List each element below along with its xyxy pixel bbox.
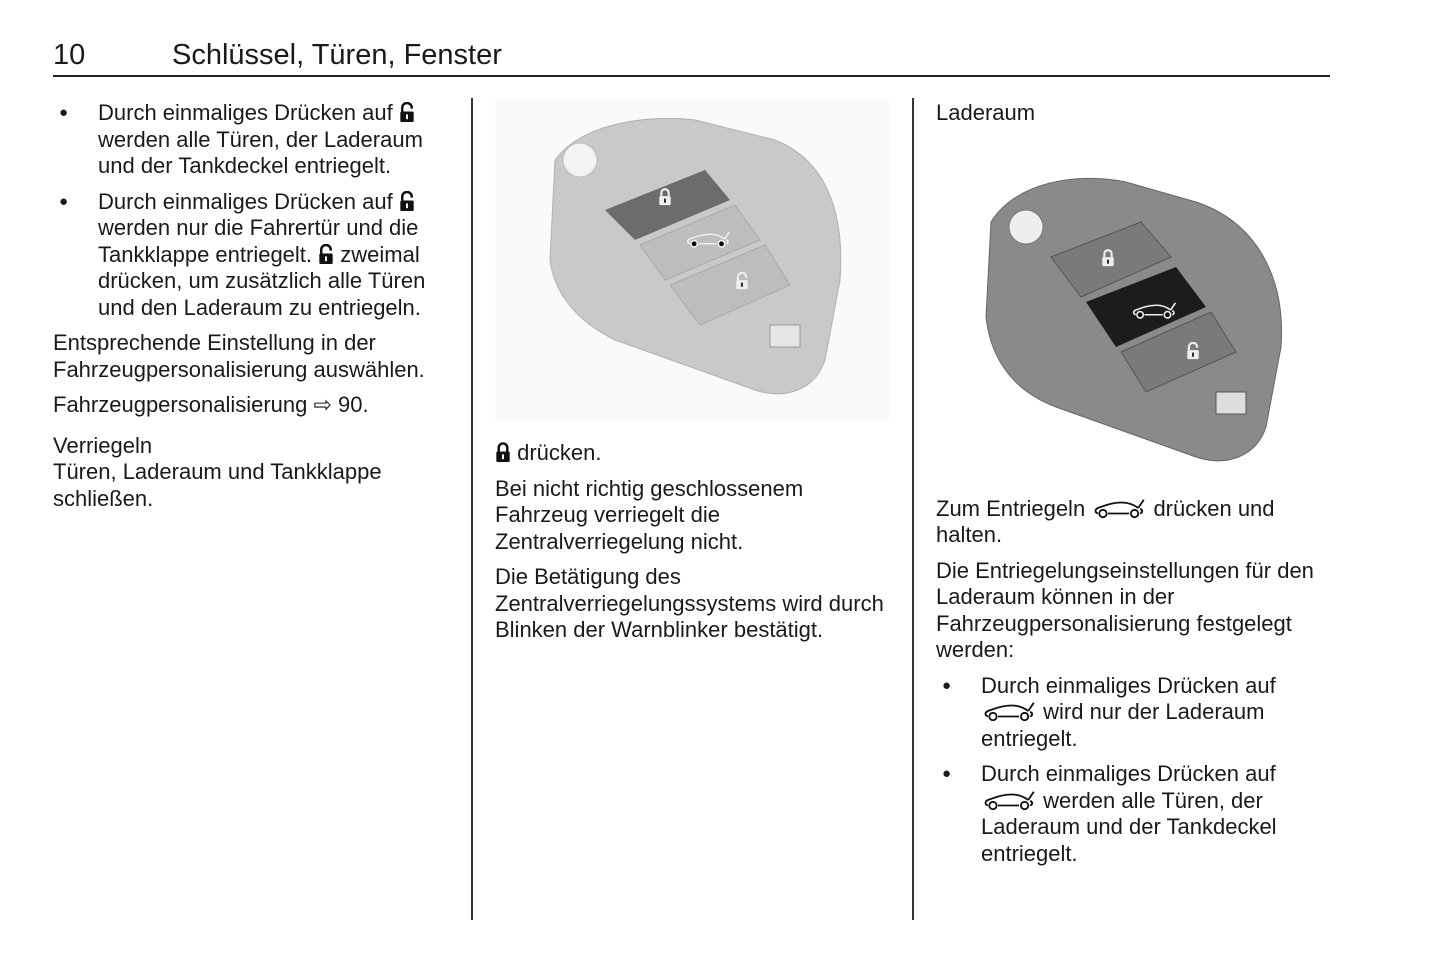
text: Durch einmaliges Drücken auf bbox=[981, 761, 1276, 786]
column-1 bbox=[53, 100, 453, 521]
column-2 bbox=[495, 100, 895, 653]
header-rule bbox=[53, 75, 1330, 77]
unlock-icon bbox=[399, 102, 415, 123]
paragraph: Türen, Laderaum und Tankklappe schließen. bbox=[53, 459, 382, 511]
lock-icon bbox=[495, 442, 511, 463]
column-3 bbox=[936, 100, 1336, 876]
key-fob-illustration-trunk bbox=[936, 127, 1331, 472]
paragraph: Die Entriegelungseinstellungen für den Laderaum können in der Fahrzeugpersonalisierung festgelegt werden: bbox=[936, 557, 1314, 662]
column-divider bbox=[471, 98, 473, 920]
bullet-item bbox=[936, 761, 1336, 867]
paragraph: Entsprechende Einstellung in der Fahrzeugpersonalisierung auswählen. bbox=[53, 330, 425, 382]
page-number: 10 bbox=[53, 39, 86, 71]
paragraph: Bei nicht richtig geschlossenem Fahrzeug verriegelt die Zentralverriegelung nicht. bbox=[495, 475, 804, 554]
text: Durch einmaliges Drücken auf bbox=[98, 100, 393, 125]
text: drücken. bbox=[517, 440, 602, 465]
unlock-icon bbox=[318, 244, 334, 265]
key-fob-illustration-lock bbox=[495, 100, 890, 420]
bullet-item bbox=[53, 189, 453, 322]
text: drücken und halten. bbox=[936, 495, 1275, 547]
paragraph: Die Betätigung des Zentralverriegelungssystems wird durch Blinken der Warnblinker bestätigt. bbox=[495, 564, 884, 642]
text: werden alle Türen, der Laderaum und der Tankdeckel entriegelt. bbox=[981, 787, 1277, 866]
column-divider bbox=[912, 98, 914, 920]
text: Zum Entriegeln bbox=[936, 495, 1086, 521]
paragraph bbox=[495, 440, 895, 467]
section-heading-verriegeln: Verriegeln bbox=[53, 432, 153, 458]
cross-reference-link[interactable]: Fahrzeugpersonalisierung ⇨ 90. bbox=[53, 392, 369, 417]
car-trunk-icon bbox=[981, 789, 1037, 811]
text: werden alle Türen, der Laderaum und der Tankdeckel entriegelt. bbox=[98, 126, 423, 178]
text: Durch einmaliges Drücken auf bbox=[98, 188, 393, 214]
unlock-icon bbox=[399, 191, 415, 212]
bullet-item bbox=[53, 100, 453, 180]
bullet-item bbox=[936, 673, 1336, 753]
car-trunk-icon bbox=[1091, 497, 1147, 519]
text: werden nur die Fahrertür und die Tankklappe entriegelt. bbox=[98, 215, 419, 267]
car-trunk-icon bbox=[981, 700, 1037, 722]
text: wird nur der Laderaum entriegelt. bbox=[981, 699, 1265, 751]
page-title: Schlüssel, Türen, Fenster bbox=[172, 39, 502, 71]
paragraph bbox=[936, 496, 1336, 549]
text: Durch einmaliges Drücken auf bbox=[981, 672, 1276, 698]
text: zweimal drücken, um zusätzlich alle Türen und den Laderaum zu entriegeln. bbox=[98, 241, 426, 320]
section-heading-laderaum: Laderaum bbox=[936, 100, 1036, 125]
